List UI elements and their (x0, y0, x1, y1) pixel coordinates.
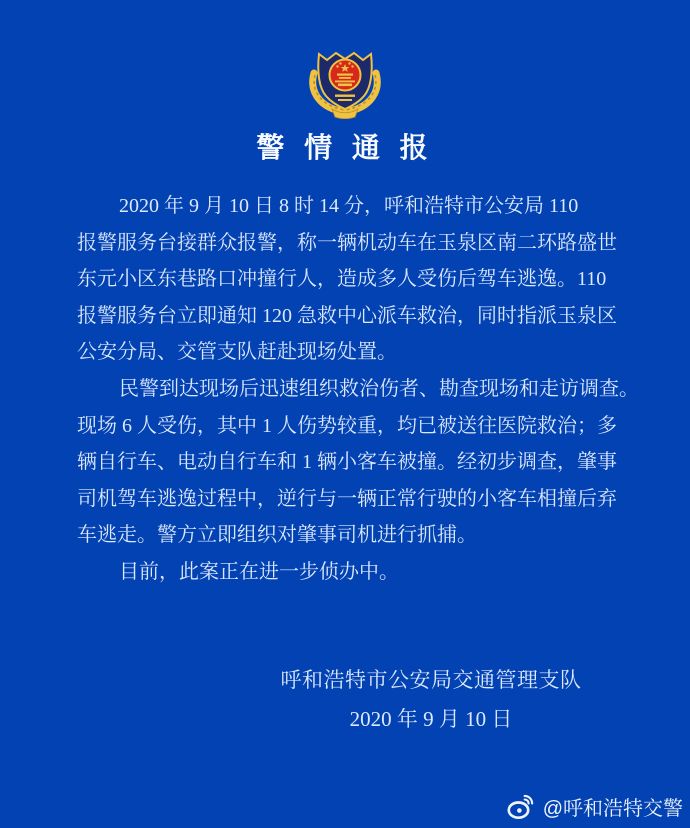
body-line: 报警服务台接群众报警，称一辆机动车在玉泉区南二环路盛世 (77, 231, 617, 254)
body-line: 目前，此案正在进一步侦办中。 (119, 560, 399, 583)
body-line: 民警到达现场后迅速组织救治伤者、勘查现场和走访调查。 (119, 377, 639, 400)
police-emblem-icon (304, 51, 386, 119)
signature-line: 呼和浩特市公安局交通管理支队 (280, 668, 582, 692)
notice-body (77, 188, 639, 591)
body-line: 报警服务台立即通知 120 急救中心派车救治，同时指派玉泉区 (77, 304, 617, 327)
watermark-text: @呼和浩特交警 (542, 798, 683, 820)
body-line: 辆自行车、电动自行车和 1 辆小客车被撞。经初步调查，肇事 (77, 451, 617, 474)
body-line: 2020 年 9 月 10 日 8 时 14 分，呼和浩特市公安局 110 (119, 195, 579, 217)
weibo-watermark (507, 792, 683, 821)
date-line: 2020 年 9 月 10 日 (349, 707, 513, 731)
notice-footer (102, 661, 690, 739)
body-line: 现场 6 人受伤，其中 1 人伤势较重，均已被送往医院救治；多 (77, 414, 617, 437)
body-line: 公安分局、交管支队赶赴现场处置。 (77, 341, 397, 364)
body-line: 车逃走。警方立即组织对肇事司机进行抓捕。 (77, 524, 477, 547)
body-line: 司机驾车逃逸过程中，逆行与一辆正常行驶的小客车相撞后弃 (77, 487, 617, 510)
weibo-icon (507, 794, 537, 820)
notice-title: 警 情 通 报 (256, 132, 434, 163)
body-line: 东元小区东巷路口冲撞行人，造成多人受伤后驾车逃逸。110 (77, 268, 607, 291)
